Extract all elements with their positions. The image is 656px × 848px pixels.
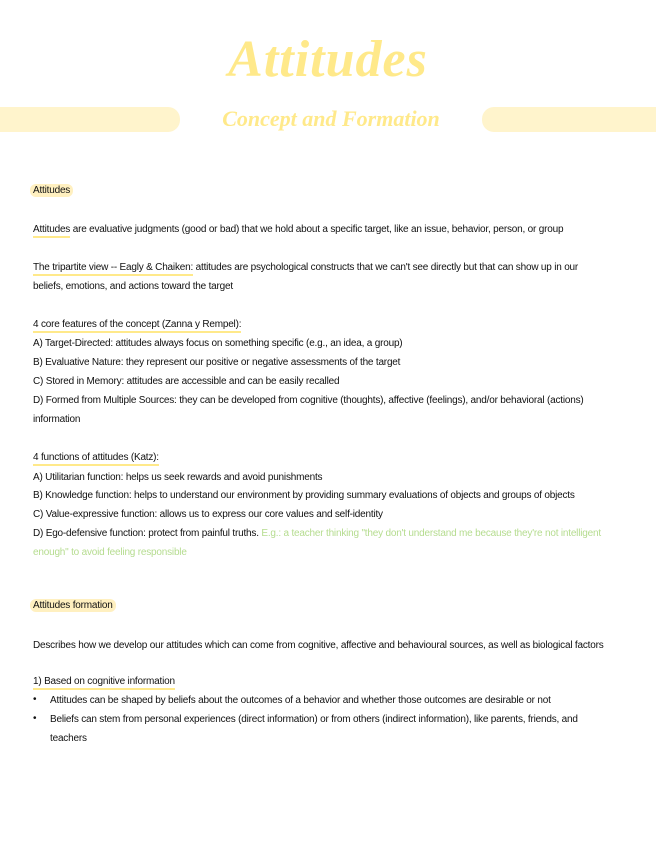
list-item: C) Value-expressive function: allows us to express our core values and self-identity	[33, 509, 383, 520]
tripartite-line	[33, 261, 578, 275]
bullet-item-cont: teachers	[50, 733, 87, 744]
list-item	[33, 527, 601, 541]
list-item: B) Knowledge function: helps to understand our environment by providing summary evaluations of objects and groups of objects	[33, 490, 575, 501]
list-item: D) Formed from Multiple Sources: they can be developed from cognitive (thoughts), affective (feelings), and/or behavioral (actions)	[33, 395, 584, 406]
sub-heading	[33, 675, 175, 689]
list-item: B) Evaluative Nature: they represent our positive or negative assessments of the target	[33, 357, 401, 368]
list-item: C) Stored in Memory: attitudes are accessible and can be easily recalled	[33, 376, 340, 387]
functions-heading-text: 4 functions of attitudes (Katz):	[33, 452, 159, 466]
heading-text: Attitudes formation	[30, 599, 116, 612]
formation-intro: Describes how we develop our attitudes which can come from cognitive, affective and behavioural sources, as well as biological factors	[33, 640, 604, 651]
subtitle-bar-right	[482, 107, 656, 132]
page-title: Attitudes	[228, 31, 428, 88]
list-item: A) Target-Directed: attitudes always focus on something specific (e.g., an idea, a group)	[33, 338, 403, 349]
core-heading-text: 4 core features of the concept (Zanna y Rempel):	[33, 319, 241, 333]
function-text: D) Ego-defensive function: protect from painful truths.	[33, 528, 259, 539]
term: The tripartite view -- Eagly & Chaiken:	[33, 262, 193, 276]
section-heading	[33, 184, 73, 198]
subtitle-bar-left	[0, 107, 180, 132]
bullet-icon: •	[33, 713, 37, 724]
bullet-item: Attitudes can be shaped by beliefs about the outcomes of a behavior and whether those outcomes are desirable or not	[50, 695, 551, 706]
bullet-item: Beliefs can stem from personal experiences (direct information) or from others (indirect information), like parents, friends, and	[50, 714, 578, 725]
page-subtitle: Concept and Formation	[222, 106, 440, 131]
list-item: A) Utilitarian function: helps us seek rewards and avoid punishments	[33, 472, 323, 483]
example-text: E.g.: a teacher thinking "they don't understand me because they're not intelligent	[258, 528, 601, 539]
term: Attitudes	[33, 224, 70, 238]
functions-heading	[33, 451, 159, 465]
definition-text: are evaluative judgments (good or bad) that we hold about a specific target, like an issue, behavior, person, or group	[70, 224, 564, 235]
core-heading	[33, 318, 241, 332]
section-heading	[33, 599, 116, 613]
tripartite-text: attitudes are psychological constructs that we can't see directly but that can show up in our	[193, 262, 579, 273]
tripartite-line-2: beliefs, emotions, and actions toward the target	[33, 281, 233, 292]
heading-text: Attitudes	[30, 184, 73, 197]
list-item-cont: information	[33, 414, 81, 425]
example-text-cont: enough" to avoid feeling responsible	[33, 547, 187, 558]
bullet-icon: •	[33, 694, 37, 705]
sub-heading-text: 1) Based on cognitive information	[33, 676, 175, 690]
definition	[33, 223, 563, 237]
